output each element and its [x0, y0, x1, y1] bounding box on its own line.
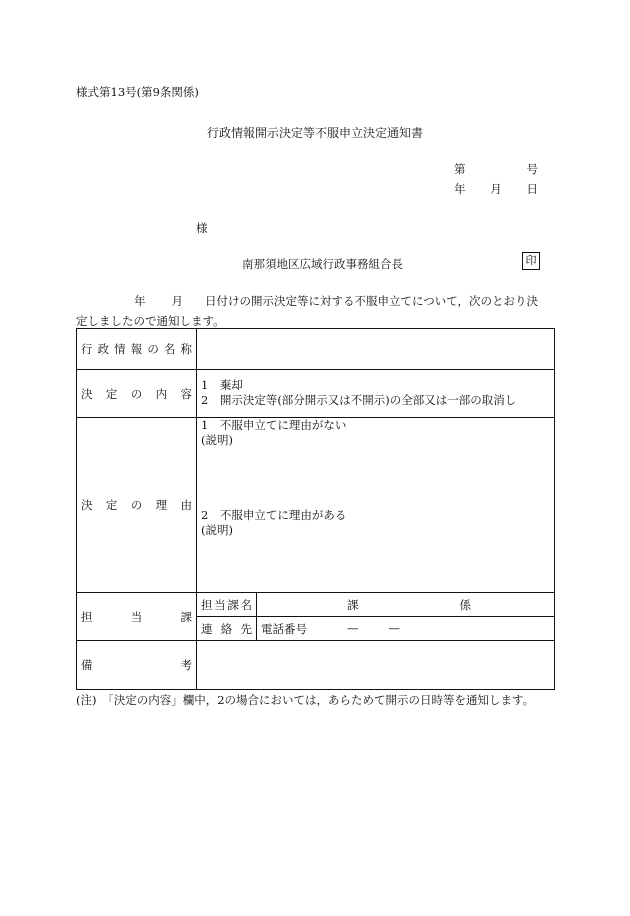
date-month: 月: [490, 182, 502, 196]
decision-content-cell: [197, 370, 555, 418]
footnote: (注) 「決定の内容」欄中，2の場合においては，あらためて開示の日時等を通知します。: [76, 693, 535, 707]
reason-option-1: 1 不服申立てに理由がない: [201, 418, 347, 432]
contact-field[interactable]: [257, 617, 555, 641]
body-month: 月: [171, 294, 183, 308]
label-char: 決: [81, 498, 93, 512]
label-char: 先: [240, 621, 252, 636]
ka-label: 課: [347, 597, 359, 612]
addressee-honorific: 様: [196, 221, 208, 235]
department-name-label: [197, 593, 257, 617]
label-char: 担: [81, 609, 93, 624]
decision-reason-cell: [197, 418, 555, 593]
document-date-line: [454, 181, 538, 197]
row-label-remarks: [77, 641, 197, 690]
row-label-decision-reason: [77, 418, 197, 593]
decision-option-1: 1 棄却: [201, 378, 243, 392]
kakari-label: 係: [459, 597, 471, 612]
label-char: 連: [201, 621, 213, 636]
row-label-decision-content: [77, 370, 197, 418]
table-row: [77, 593, 555, 617]
seal-box: 印: [522, 252, 540, 270]
label-char: の: [130, 386, 143, 401]
label-char: 政: [97, 342, 110, 356]
label-char: 当: [214, 597, 226, 612]
decision-option-2: 2 開示決定等(部分開示又は不開示)の全部又は一部の取消し: [201, 393, 517, 407]
form-number: 様式第13号(第9条関係): [76, 85, 199, 99]
date-year: 年: [454, 182, 466, 196]
label-char: 考: [180, 658, 192, 672]
label-char: 由: [180, 498, 192, 512]
label-char: 当: [130, 609, 143, 624]
body-year: 年: [134, 294, 146, 308]
label-char: 内: [155, 386, 168, 401]
label-char: 情: [114, 342, 126, 356]
info-name-field[interactable]: [197, 329, 555, 370]
label-char: 名: [163, 342, 176, 356]
body-line1-rest: 日付けの開示決定等に対する不服申立てについて，次のとおり決: [205, 294, 539, 308]
document-number-line: [454, 161, 538, 177]
table-row: [77, 329, 555, 370]
reason-explanation-1: (説明): [201, 433, 233, 447]
label-char: 容: [180, 386, 192, 401]
reason-option-2: 2 不服申立てに理由がある: [201, 508, 347, 522]
phone-label: 電話番号: [261, 621, 307, 636]
reason-explanation-2: (説明): [201, 523, 233, 537]
date-day: 日: [526, 182, 538, 196]
label-char: 担: [201, 597, 213, 612]
row-label-info-name: [77, 329, 197, 370]
label-char: 定: [105, 386, 118, 401]
contact-label: [197, 617, 257, 641]
label-char: 名: [240, 597, 252, 612]
label-char: の: [130, 498, 143, 512]
decision-table: [76, 328, 555, 690]
department-name-field[interactable]: [257, 593, 555, 617]
label-char: 備: [81, 658, 93, 672]
table-row: [77, 418, 555, 593]
label-char: 絡: [220, 621, 233, 636]
label-char: 称: [180, 342, 192, 356]
label-char: の: [147, 342, 159, 356]
label-char: 行: [81, 342, 93, 356]
number-prefix: 第: [454, 162, 466, 176]
phone-dash: —: [347, 620, 359, 635]
row-label-department: [77, 593, 197, 641]
phone-dash: —: [388, 620, 400, 635]
label-char: 課: [180, 609, 192, 624]
label-char: 決: [81, 386, 93, 401]
number-suffix: 号: [526, 162, 538, 176]
table-row: [77, 641, 555, 690]
label-char: 報: [130, 342, 143, 356]
body-line-1: [76, 293, 560, 309]
label-char: 課: [227, 597, 239, 612]
label-char: 理: [155, 498, 168, 512]
document-title: 行政情報開示決定等不服申立決定通知書: [206, 126, 423, 140]
table-row: [77, 370, 555, 418]
label-char: 定: [105, 498, 118, 512]
remarks-field[interactable]: [197, 641, 555, 690]
issuer-name: 南那須地区広域行政事務組合長: [242, 257, 403, 271]
body-line-2: 定しましたので通知します。: [76, 314, 225, 328]
